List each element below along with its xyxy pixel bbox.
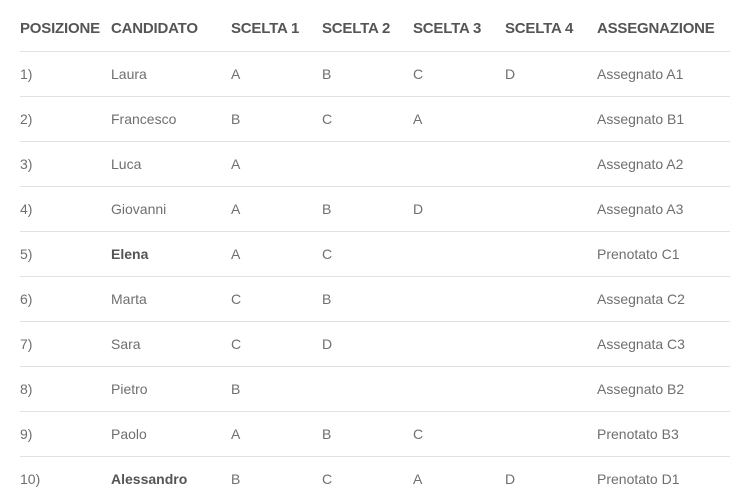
cell-scelta-2: C [322,471,333,487]
cell-scelta-4 [505,367,597,412]
cell-assegnazione: Assegnato B1 [597,97,730,142]
header-candidato: CANDIDATO [111,5,231,52]
cell-scelta-4: D [505,52,597,97]
cell-posizione: 1) [20,52,111,97]
table-row [20,367,730,412]
table-row [20,97,730,142]
cell-assegnazione: Assegnato B2 [597,367,730,412]
cell-scelta-4 [505,142,597,187]
cell-candidato: Francesco [111,97,231,142]
cell-candidato: Luca [111,142,231,187]
cell-scelta-3 [413,142,505,187]
cell-scelta-1: A [231,232,322,277]
cell-assegnazione: Prenotato D1 [597,471,680,487]
cell-scelta-3 [413,277,505,322]
table-row [20,232,730,277]
cell-assegnazione: Assegnata C2 [597,277,730,322]
cell-posizione: 10) [20,471,41,487]
cell-candidato: Elena [111,232,231,277]
cell-scelta-4 [505,277,597,322]
cell-scelta-3 [413,322,505,367]
cell-scelta-1: A [231,142,322,187]
cell-candidato: Pietro [111,367,231,412]
cell-posizione: 2) [20,97,111,142]
cell-scelta-2: B [322,187,413,232]
cell-scelta-3: A [413,471,423,487]
cell-posizione: 8) [20,367,111,412]
header-assegnazione: ASSEGNAZIONE [597,5,730,52]
cell-candidato: Paolo [111,412,231,457]
header-row [20,5,730,52]
header-scelta-3: SCELTA 3 [413,5,505,52]
cell-candidato: Alessandro [111,471,188,487]
cell-posizione: 7) [20,322,111,367]
cell-assegnazione: Prenotato C1 [597,232,730,277]
cell-posizione: 6) [20,277,111,322]
cell-candidato: Marta [111,277,231,322]
table-row [20,322,730,367]
cell-scelta-4 [505,232,597,277]
cell-scelta-3: C [413,52,505,97]
cell-scelta-3: D [413,187,505,232]
cell-scelta-1: B [231,471,241,487]
cell-scelta-4 [505,322,597,367]
cell-scelta-4: D [505,471,516,487]
header-scelta-4: SCELTA 4 [505,5,597,52]
table-row [20,187,730,232]
cell-assegnazione: Assegnato A1 [597,52,730,97]
cell-posizione: 5) [20,232,111,277]
cell-assegnazione: Assegnato A2 [597,142,730,187]
table-body [20,52,730,502]
cell-assegnazione: Assegnato A3 [597,187,730,232]
cell-scelta-4 [505,187,597,232]
cell-scelta-2: B [322,52,413,97]
header-scelta-1: SCELTA 1 [231,5,322,52]
cell-scelta-2: D [322,322,413,367]
cell-scelta-2: B [322,277,413,322]
table-row [20,52,730,97]
cell-scelta-1: A [231,52,322,97]
cell-scelta-1: C [231,322,322,367]
cell-assegnazione: Assegnata C3 [597,322,730,367]
cell-posizione: 4) [20,187,111,232]
cell-scelta-4 [505,97,597,142]
cell-candidato: Giovanni [111,187,231,232]
cell-scelta-1: B [231,367,322,412]
cell-posizione: 3) [20,142,111,187]
cell-scelta-1: C [231,277,322,322]
cell-scelta-1: A [231,187,322,232]
cell-scelta-3: C [413,412,505,457]
cell-scelta-3 [413,367,505,412]
cell-candidato: Laura [111,52,231,97]
cell-posizione: 9) [20,412,111,457]
table-row [20,277,730,322]
cell-scelta-2: C [322,232,413,277]
cell-scelta-2: C [322,97,413,142]
cell-scelta-1: B [231,97,322,142]
cell-candidato: Sara [111,322,231,367]
header-posizione: POSIZIONE [20,5,111,52]
cell-scelta-2 [322,142,413,187]
table-row [20,142,730,187]
cell-scelta-3: A [413,97,505,142]
cell-assegnazione: Prenotato B3 [597,412,730,457]
cell-scelta-2 [322,367,413,412]
cell-scelta-4 [505,412,597,457]
header-scelta-2: SCELTA 2 [322,5,413,52]
cell-scelta-3 [413,232,505,277]
table-header [20,5,730,52]
assignment-table [20,5,730,501]
table-row [20,412,730,457]
cell-scelta-1: A [231,412,322,457]
table-row [20,457,730,502]
cell-scelta-2: B [322,412,413,457]
